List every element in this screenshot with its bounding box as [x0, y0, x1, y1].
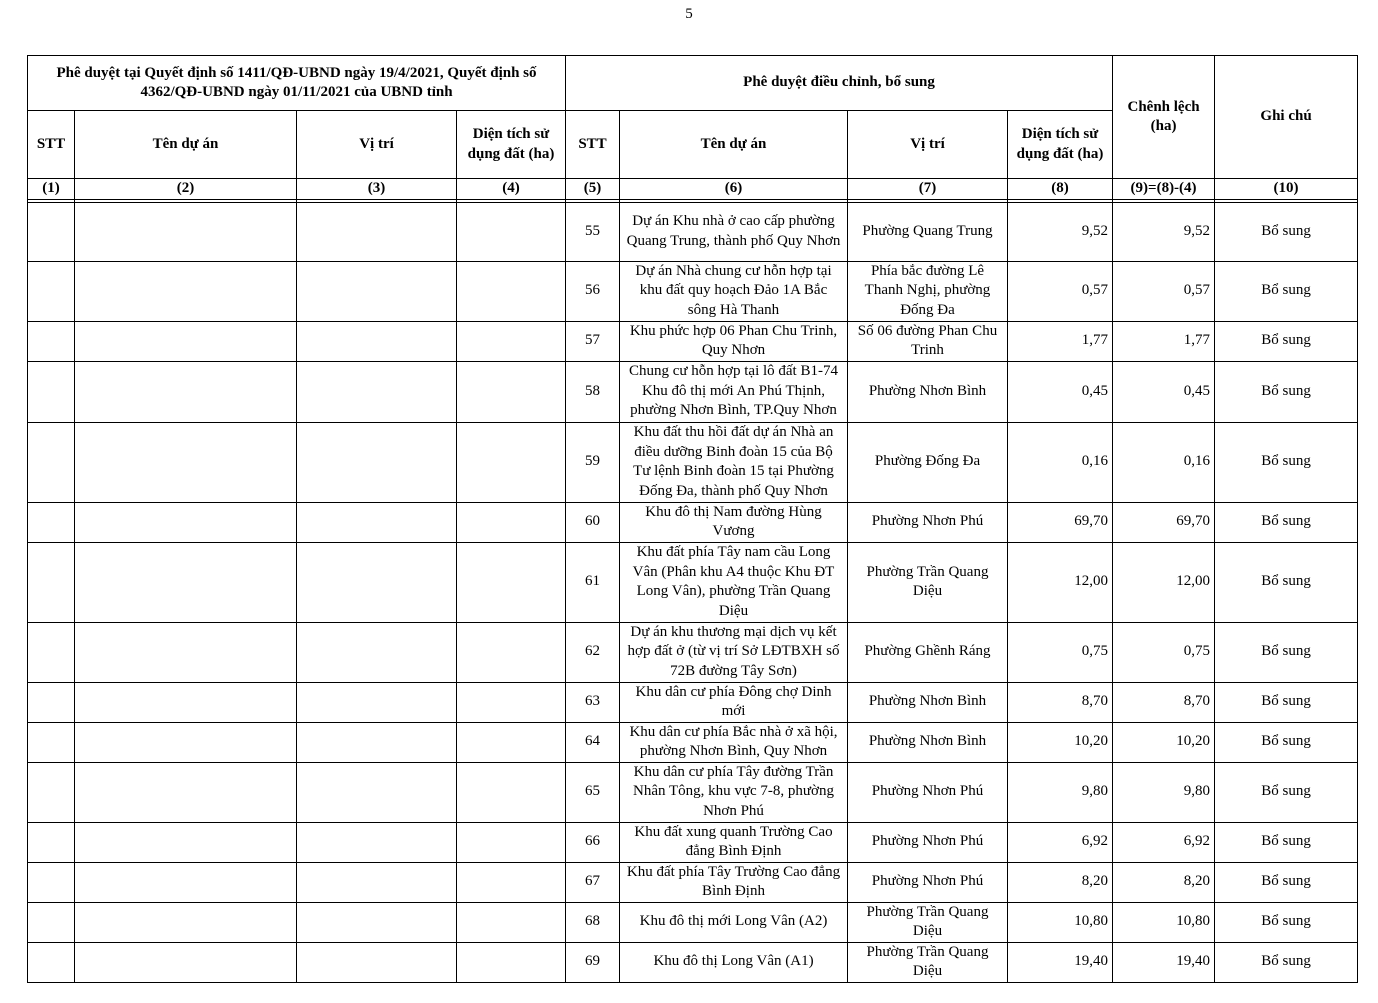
row-project-name: Chung cư hỗn hợp tại lô đất B1-74 Khu đô thị mới An Phú Thịnh, phường Nhơn Bình, TP.Quy Nhơn [620, 361, 848, 422]
empty-cell [28, 321, 75, 361]
header-original-approval: Phê duyệt tại Quyết định số 1411/QĐ-UBND ngày 19/4/2021, Quyết định số 4362/QĐ-UBND ngày 01/11/2021 của UBND tỉnh [28, 56, 566, 111]
empty-cell [457, 261, 566, 321]
column-number: (7) [848, 179, 1008, 200]
row-project-name: Dự án Khu nhà ở cao cấp phường Quang Trung, thành phố Quy Nhơn [620, 202, 848, 261]
table-row [28, 822, 1358, 862]
header-location-left: Vị trí [297, 111, 457, 179]
empty-cell [297, 361, 457, 422]
row-area: 0,16 [1008, 422, 1113, 502]
row-location: Phường Nhơn Bình [848, 722, 1008, 762]
empty-cell [297, 762, 457, 822]
empty-cell [75, 862, 297, 902]
header-project-name-right: Tên dự án [620, 111, 848, 179]
row-area: 1,77 [1008, 321, 1113, 361]
empty-cell [297, 622, 457, 682]
table-row [28, 542, 1358, 622]
row-area: 0,57 [1008, 261, 1113, 321]
column-number: (3) [297, 179, 457, 200]
row-stt: 67 [566, 862, 620, 902]
row-stt: 69 [566, 942, 620, 982]
row-note: Bổ sung [1215, 502, 1358, 542]
empty-cell [75, 502, 297, 542]
row-location: Phường Đống Đa [848, 422, 1008, 502]
empty-cell [28, 622, 75, 682]
header-stt-right: STT [566, 111, 620, 179]
empty-cell [28, 422, 75, 502]
empty-cell [457, 502, 566, 542]
row-stt: 57 [566, 321, 620, 361]
column-number: (8) [1008, 179, 1113, 200]
row-stt: 59 [566, 422, 620, 502]
empty-cell [297, 902, 457, 942]
empty-cell [28, 682, 75, 722]
empty-cell [457, 762, 566, 822]
row-difference: 6,92 [1113, 822, 1215, 862]
header-area-left: Diện tích sử dụng đất (ha) [457, 111, 566, 179]
column-number: (1) [28, 179, 75, 200]
header-adjusted-approval: Phê duyệt điều chỉnh, bổ sung [566, 56, 1113, 111]
row-area: 9,80 [1008, 762, 1113, 822]
row-location: Phường Nhơn Phú [848, 762, 1008, 822]
row-difference: 0,45 [1113, 361, 1215, 422]
row-location: Phường Quang Trung [848, 202, 1008, 261]
row-stt: 60 [566, 502, 620, 542]
row-stt: 58 [566, 361, 620, 422]
header-stt-left: STT [28, 111, 75, 179]
empty-cell [28, 202, 75, 261]
empty-cell [457, 422, 566, 502]
empty-cell [297, 261, 457, 321]
empty-cell [75, 722, 297, 762]
row-project-name: Khu đất xung quanh Trường Cao đẳng Bình Định [620, 822, 848, 862]
row-project-name: Dự án Nhà chung cư hỗn hợp tại khu đất quy hoạch Đảo 1A Bắc sông Hà Thanh [620, 261, 848, 321]
table-body [28, 202, 1358, 982]
row-difference: 8,70 [1113, 682, 1215, 722]
empty-cell [28, 822, 75, 862]
row-note: Bổ sung [1215, 361, 1358, 422]
table-row [28, 361, 1358, 422]
table-row [28, 722, 1358, 762]
row-project-name: Khu dân cư phía Bắc nhà ở xã hội, phường Nhơn Bình, Quy Nhơn [620, 722, 848, 762]
empty-cell [75, 422, 297, 502]
row-location: Phường Nhơn Bình [848, 682, 1008, 722]
empty-cell [28, 502, 75, 542]
empty-cell [75, 762, 297, 822]
empty-cell [75, 261, 297, 321]
row-area: 8,20 [1008, 862, 1113, 902]
row-area: 0,75 [1008, 622, 1113, 682]
row-project-name: Khu đất thu hồi đất dự án Nhà an điều dưỡng Binh đoàn 15 của Bộ Tư lệnh Binh đoàn 15 tại Phường Đống Đa, thành phố Quy Nhơn [620, 422, 848, 502]
column-number: (4) [457, 179, 566, 200]
row-difference: 0,75 [1113, 622, 1215, 682]
page-number: 5 [685, 6, 693, 22]
empty-cell [457, 321, 566, 361]
row-difference: 9,80 [1113, 762, 1215, 822]
row-project-name: Khu đô thị Nam đường Hùng Vương [620, 502, 848, 542]
row-area: 12,00 [1008, 542, 1113, 622]
table-row [28, 502, 1358, 542]
empty-cell [457, 822, 566, 862]
empty-cell [457, 202, 566, 261]
empty-cell [75, 321, 297, 361]
row-project-name: Khu đất phía Tây Trường Cao đẳng Bình Định [620, 862, 848, 902]
empty-cell [75, 622, 297, 682]
row-project-name: Khu đất phía Tây nam cầu Long Vân (Phân khu A4 thuộc Khu ĐT Long Vân), phường Trần Quang Diệu [620, 542, 848, 622]
empty-cell [457, 682, 566, 722]
row-note: Bổ sung [1215, 822, 1358, 862]
row-difference: 19,40 [1113, 942, 1215, 982]
row-location: Số 06 đường Phan Chu Trinh [848, 321, 1008, 361]
empty-cell [28, 542, 75, 622]
empty-cell [297, 202, 457, 261]
row-project-name: Khu đô thị Long Vân (A1) [620, 942, 848, 982]
row-project-name: Dự án khu thương mại dịch vụ kết hợp đất ở (từ vị trí Sở LĐTBXH số 72B đường Tây Sơn) [620, 622, 848, 682]
row-note: Bổ sung [1215, 622, 1358, 682]
row-location: Phường Nhơn Bình [848, 361, 1008, 422]
empty-cell [457, 902, 566, 942]
empty-cell [28, 722, 75, 762]
row-stt: 61 [566, 542, 620, 622]
row-note: Bổ sung [1215, 682, 1358, 722]
header-project-name-left: Tên dự án [75, 111, 297, 179]
column-number: (9)=(8)-(4) [1113, 179, 1215, 200]
row-area: 0,45 [1008, 361, 1113, 422]
table-row [28, 682, 1358, 722]
empty-cell [297, 542, 457, 622]
empty-cell [28, 862, 75, 902]
row-note: Bổ sung [1215, 722, 1358, 762]
row-note: Bổ sung [1215, 321, 1358, 361]
empty-cell [75, 361, 297, 422]
column-number: (10) [1215, 179, 1358, 200]
empty-cell [75, 902, 297, 942]
table-row [28, 622, 1358, 682]
row-difference: 8,20 [1113, 862, 1215, 902]
row-note: Bổ sung [1215, 862, 1358, 902]
row-note: Bổ sung [1215, 202, 1358, 261]
row-location: Phường Trần Quang Diệu [848, 902, 1008, 942]
empty-cell [297, 942, 457, 982]
empty-cell [75, 682, 297, 722]
row-difference: 1,77 [1113, 321, 1215, 361]
empty-cell [457, 862, 566, 902]
row-difference: 10,80 [1113, 902, 1215, 942]
empty-cell [297, 422, 457, 502]
row-note: Bổ sung [1215, 422, 1358, 502]
empty-cell [297, 722, 457, 762]
row-difference: 9,52 [1113, 202, 1215, 261]
header-location-right: Vị trí [848, 111, 1008, 179]
column-number: (5) [566, 179, 620, 200]
header-difference: Chênh lệch (ha) [1113, 56, 1215, 179]
empty-cell [457, 361, 566, 422]
empty-cell [297, 682, 457, 722]
table-row [28, 942, 1358, 982]
table-row [28, 902, 1358, 942]
row-project-name: Khu dân cư phía Đông chợ Dinh mới [620, 682, 848, 722]
column-number: (6) [620, 179, 848, 200]
row-note: Bổ sung [1215, 542, 1358, 622]
row-difference: 69,70 [1113, 502, 1215, 542]
empty-cell [28, 261, 75, 321]
row-stt: 68 [566, 902, 620, 942]
row-area: 6,92 [1008, 822, 1113, 862]
empty-cell [75, 202, 297, 261]
row-difference: 10,20 [1113, 722, 1215, 762]
row-location: Phường Trần Quang Diệu [848, 942, 1008, 982]
row-stt: 64 [566, 722, 620, 762]
row-location: Phường Trần Quang Diệu [848, 542, 1008, 622]
row-stt: 66 [566, 822, 620, 862]
empty-cell [457, 622, 566, 682]
row-area: 8,70 [1008, 682, 1113, 722]
column-number: (2) [75, 179, 297, 200]
row-note: Bổ sung [1215, 261, 1358, 321]
empty-cell [297, 502, 457, 542]
row-stt: 56 [566, 261, 620, 321]
empty-cell [297, 862, 457, 902]
row-stt: 55 [566, 202, 620, 261]
row-project-name: Khu phức hợp 06 Phan Chu Trinh, Quy Nhơn [620, 321, 848, 361]
table-row [28, 261, 1358, 321]
empty-cell [28, 762, 75, 822]
empty-cell [75, 542, 297, 622]
row-project-name: Khu đô thị mới Long Vân (A2) [620, 902, 848, 942]
row-area: 10,20 [1008, 722, 1113, 762]
empty-cell [75, 942, 297, 982]
row-note: Bổ sung [1215, 762, 1358, 822]
row-difference: 0,16 [1113, 422, 1215, 502]
table-row [28, 762, 1358, 822]
empty-cell [28, 361, 75, 422]
table-row [28, 202, 1358, 261]
row-stt: 62 [566, 622, 620, 682]
empty-cell [297, 321, 457, 361]
row-area: 9,52 [1008, 202, 1113, 261]
header-note: Ghi chú [1215, 56, 1358, 179]
table-row [28, 422, 1358, 502]
row-location: Phía bắc đường Lê Thanh Nghị, phường Đống Đa [848, 261, 1008, 321]
row-location: Phường Nhơn Phú [848, 822, 1008, 862]
row-area: 69,70 [1008, 502, 1113, 542]
empty-cell [28, 902, 75, 942]
row-stt: 65 [566, 762, 620, 822]
row-note: Bổ sung [1215, 942, 1358, 982]
row-difference: 12,00 [1113, 542, 1215, 622]
header-area-right: Diện tích sử dụng đất (ha) [1008, 111, 1113, 179]
table-row [28, 862, 1358, 902]
empty-cell [457, 542, 566, 622]
empty-cell [28, 942, 75, 982]
row-location: Phường Ghềnh Ráng [848, 622, 1008, 682]
empty-cell [75, 822, 297, 862]
row-area: 19,40 [1008, 942, 1113, 982]
empty-cell [297, 822, 457, 862]
row-location: Phường Nhơn Phú [848, 862, 1008, 902]
empty-cell [457, 722, 566, 762]
empty-cell [457, 942, 566, 982]
row-area: 10,80 [1008, 902, 1113, 942]
land-use-table [27, 55, 1358, 983]
row-stt: 63 [566, 682, 620, 722]
row-difference: 0,57 [1113, 261, 1215, 321]
row-project-name: Khu dân cư phía Tây đường Trần Nhân Tông, khu vực 7-8, phường Nhơn Phú [620, 762, 848, 822]
table-row [28, 321, 1358, 361]
row-note: Bổ sung [1215, 902, 1358, 942]
row-location: Phường Nhơn Phú [848, 502, 1008, 542]
